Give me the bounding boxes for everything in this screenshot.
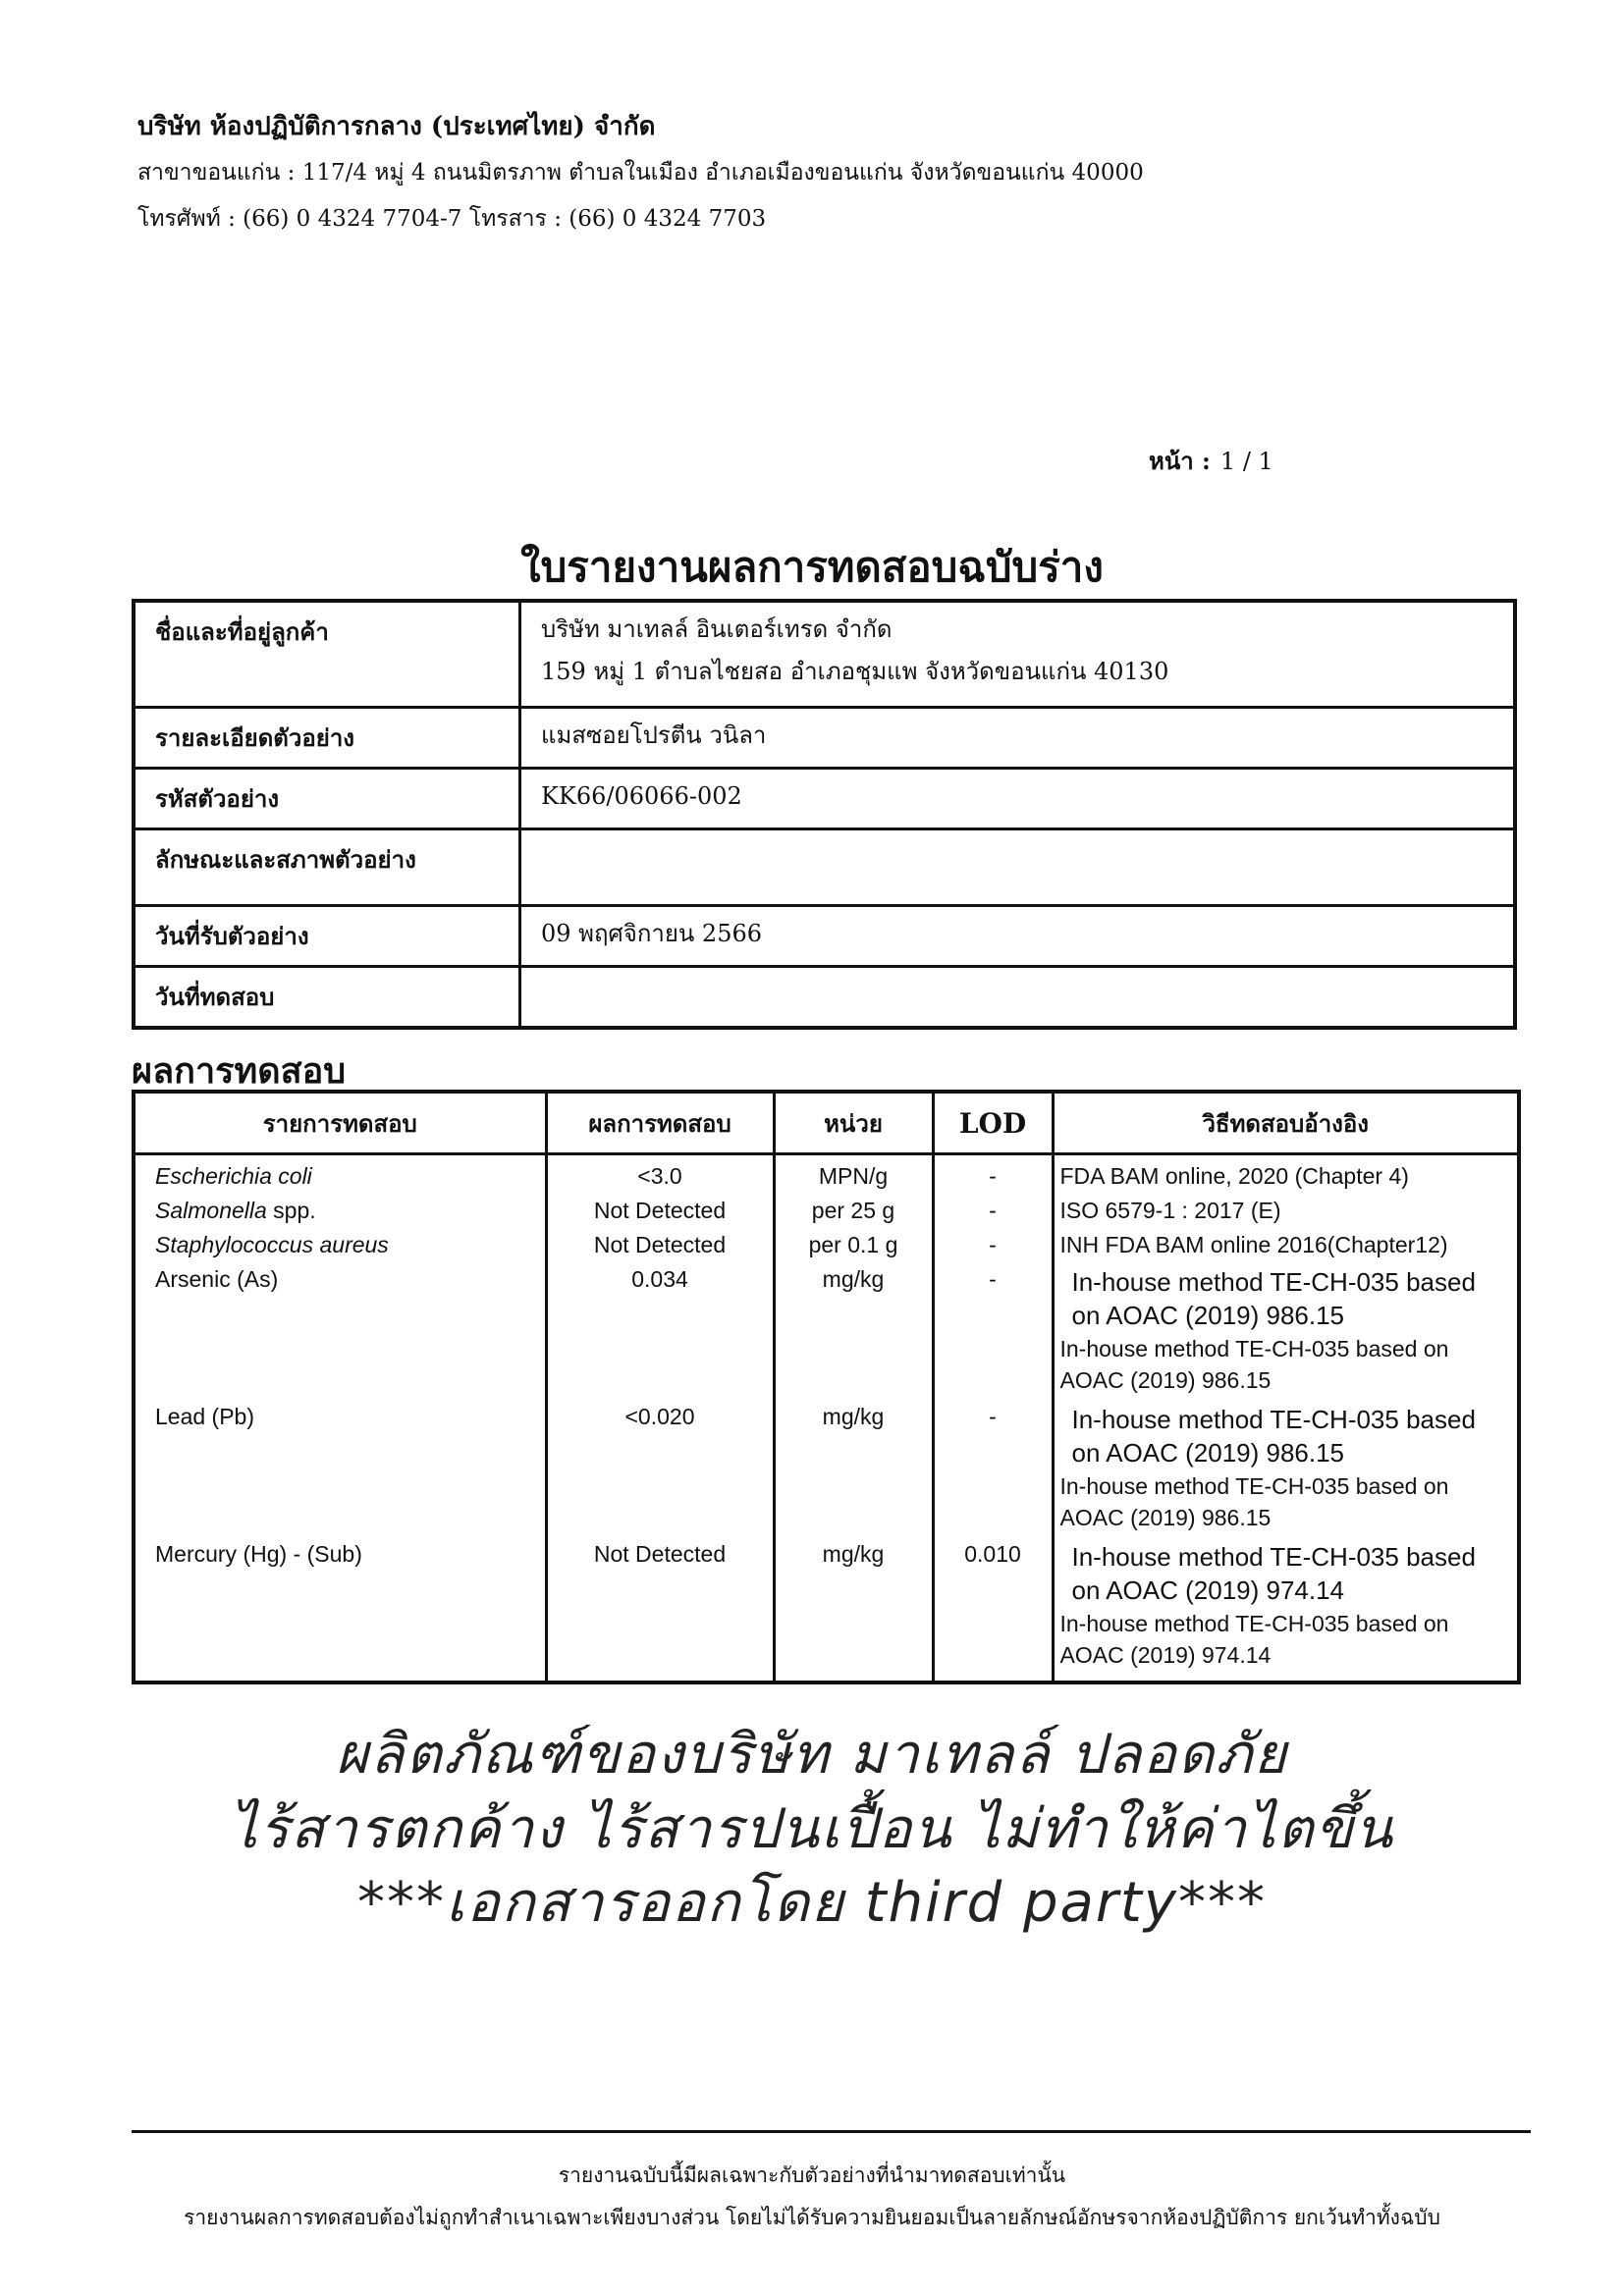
test-lod: -: [933, 1400, 1053, 1537]
test-item: Lead (Pb): [134, 1400, 546, 1537]
col-header-result: ผลการทดสอบ: [546, 1092, 774, 1154]
test-lod: -: [933, 1154, 1053, 1195]
test-item: [134, 1194, 546, 1228]
lab-contact: โทรศัพท์ : (66) 0 4324 7704-7 โทรสาร : (66) 0 4324 7703: [137, 206, 767, 232]
page-number: [1149, 442, 1273, 480]
test-date-value: [520, 966, 1516, 1028]
sample-detail-label: รายละเอียดตัวอย่าง: [134, 707, 520, 768]
received-date-label: วันที่รับตัวอย่าง: [134, 905, 520, 966]
results-table: [132, 1090, 1521, 1684]
report-title: ใบรายงานผลการทดสอบฉบับร่าง: [520, 543, 1104, 591]
test-method: [1053, 1262, 1519, 1400]
test-result: Not Detected: [546, 1537, 774, 1682]
test-item: Arsenic (As): [134, 1262, 546, 1400]
test-item: Escherichia coli: [134, 1154, 546, 1195]
test-item: Staphylococcus aureus: [134, 1228, 546, 1262]
sample-condition-label: ลักษณะและสภาพตัวอย่าง: [134, 828, 520, 905]
info-row-sample-detail: [134, 707, 1515, 768]
sample-code-value: KK66/06066-002: [520, 768, 1516, 828]
test-lod: 0.010: [933, 1537, 1053, 1682]
test-method: INH FDA BAM online 2016(Chapter12): [1053, 1228, 1519, 1262]
info-row-sample-code: [134, 768, 1515, 828]
stamp-line-1: ผลิตภัณฑ์ของบริษัท มาเทลล์ ปลอดภัย: [336, 1723, 1288, 1787]
test-item-genus: Salmonella: [155, 1198, 267, 1223]
table-row: [134, 1194, 1519, 1228]
test-unit: mg/kg: [774, 1400, 933, 1537]
info-row-test-date: [134, 966, 1515, 1028]
test-lod: -: [933, 1228, 1053, 1262]
customer-address: 159 หมู่ 1 ตำบลไชยสอ อำเภอชุมแพ จังหวัดขอนแก่น 40130: [541, 657, 1169, 685]
test-method: [1053, 1537, 1519, 1682]
sample-code-label: รหัสตัวอย่าง: [134, 768, 520, 828]
test-lod: -: [933, 1194, 1053, 1228]
test-unit: mg/kg: [774, 1262, 933, 1400]
stamp-line-2: ไร้สารตกค้าง ไร้สารปนเปื้อน ไม่ทำให้ค่าไตขึ้น: [229, 1797, 1395, 1861]
test-method-secondary: In-house method TE-CH-035 based on AOAC (2019) 986.15: [1059, 1472, 1449, 1530]
test-result: <3.0: [546, 1154, 774, 1195]
results-heading: ผลการทดสอบ: [132, 1050, 347, 1092]
test-method: ISO 6579-1 : 2017 (E): [1053, 1194, 1519, 1228]
table-row: [134, 1537, 1519, 1682]
test-result: <0.020: [546, 1400, 774, 1537]
stamp-line-3: ***เอกสารออกโดย third party***: [357, 1871, 1267, 1935]
page-value: 1 / 1: [1219, 448, 1273, 475]
test-result: Not Detected: [546, 1194, 774, 1228]
sample-detail-value: แมสซอยโปรตีน วนิลา: [520, 707, 1516, 768]
test-method: FDA BAM online, 2020 (Chapter 4): [1053, 1154, 1519, 1195]
table-row: [134, 1400, 1519, 1537]
table-row: [134, 1228, 1519, 1262]
page-label: หน้า :: [1149, 447, 1211, 475]
col-header-lod: LOD: [933, 1092, 1053, 1154]
sample-info-table: [132, 599, 1517, 1030]
test-result: 0.034: [546, 1262, 774, 1400]
table-row: [134, 1154, 1519, 1195]
customer-name: บริษัท มาเทลล์ อินเตอร์เทรด จำกัด: [541, 615, 893, 643]
footer-note-1: รายงานฉบับนี้มีผลเฉพาะกับตัวอย่างที่นำมาทดสอบเท่านั้น: [558, 2163, 1066, 2187]
test-unit: per 25 g: [774, 1194, 933, 1228]
test-result: Not Detected: [546, 1228, 774, 1262]
lab-name: บริษัท ห้องปฏิบัติการกลาง (ประเทศไทย) จำกัด: [137, 112, 656, 141]
received-date-value: 09 พฤศจิกายน 2566: [520, 905, 1516, 966]
test-method-primary: In-house method TE-CH-035 based on AOAC (2019) 986.15: [1071, 1267, 1476, 1330]
test-item: Mercury (Hg) - (Sub): [134, 1537, 546, 1682]
customer-value: [520, 601, 1516, 707]
table-row: [134, 1262, 1519, 1400]
sample-condition-value: [520, 828, 1516, 905]
test-lod: -: [933, 1262, 1053, 1400]
info-row-received-date: [134, 905, 1515, 966]
test-method-primary: In-house method TE-CH-035 based on AOAC (2019) 974.14: [1071, 1541, 1476, 1605]
footer-note-2: รายงานผลการทดสอบต้องไม่ถูกทำสำเนาเฉพาะเพียงบางส่วน โดยไม่ได้รับความยินยอมเป็นลายลักษณ์อักษรจากห้องปฏิบัติการ ยกเว้นทำทั้งฉบับ: [184, 2206, 1440, 2229]
col-header-item: รายการทดสอบ: [134, 1092, 546, 1154]
test-unit: MPN/g: [774, 1154, 933, 1195]
lab-address: สาขาขอนแก่น : 117/4 หมู่ 4 ถนนมิตรภาพ ตำบลในเมือง อำเภอเมืองขอนแก่น จังหวัดขอนแก่น 40000: [137, 160, 1144, 186]
info-row-customer: [134, 601, 1515, 707]
test-unit: per 0.1 g: [774, 1228, 933, 1262]
customer-label: ชื่อและที่อยู่ลูกค้า: [134, 601, 520, 707]
test-item-suffix: spp.: [266, 1198, 316, 1223]
test-method-primary: In-house method TE-CH-035 based on AOAC (2019) 986.15: [1071, 1404, 1476, 1468]
footer-divider: [132, 2130, 1531, 2133]
test-method-secondary: In-house method TE-CH-035 based on AOAC (2019) 974.14: [1059, 1610, 1449, 1668]
info-row-sample-condition: [134, 828, 1515, 905]
test-method: [1053, 1400, 1519, 1537]
test-date-label: วันที่ทดสอบ: [134, 966, 520, 1028]
results-header-row: [134, 1092, 1519, 1154]
col-header-method: วิธีทดสอบอ้างอิง: [1053, 1092, 1519, 1154]
test-unit: mg/kg: [774, 1537, 933, 1682]
test-method-secondary: In-house method TE-CH-035 based on AOAC (2019) 986.15: [1059, 1335, 1449, 1393]
col-header-unit: หน่วย: [774, 1092, 933, 1154]
